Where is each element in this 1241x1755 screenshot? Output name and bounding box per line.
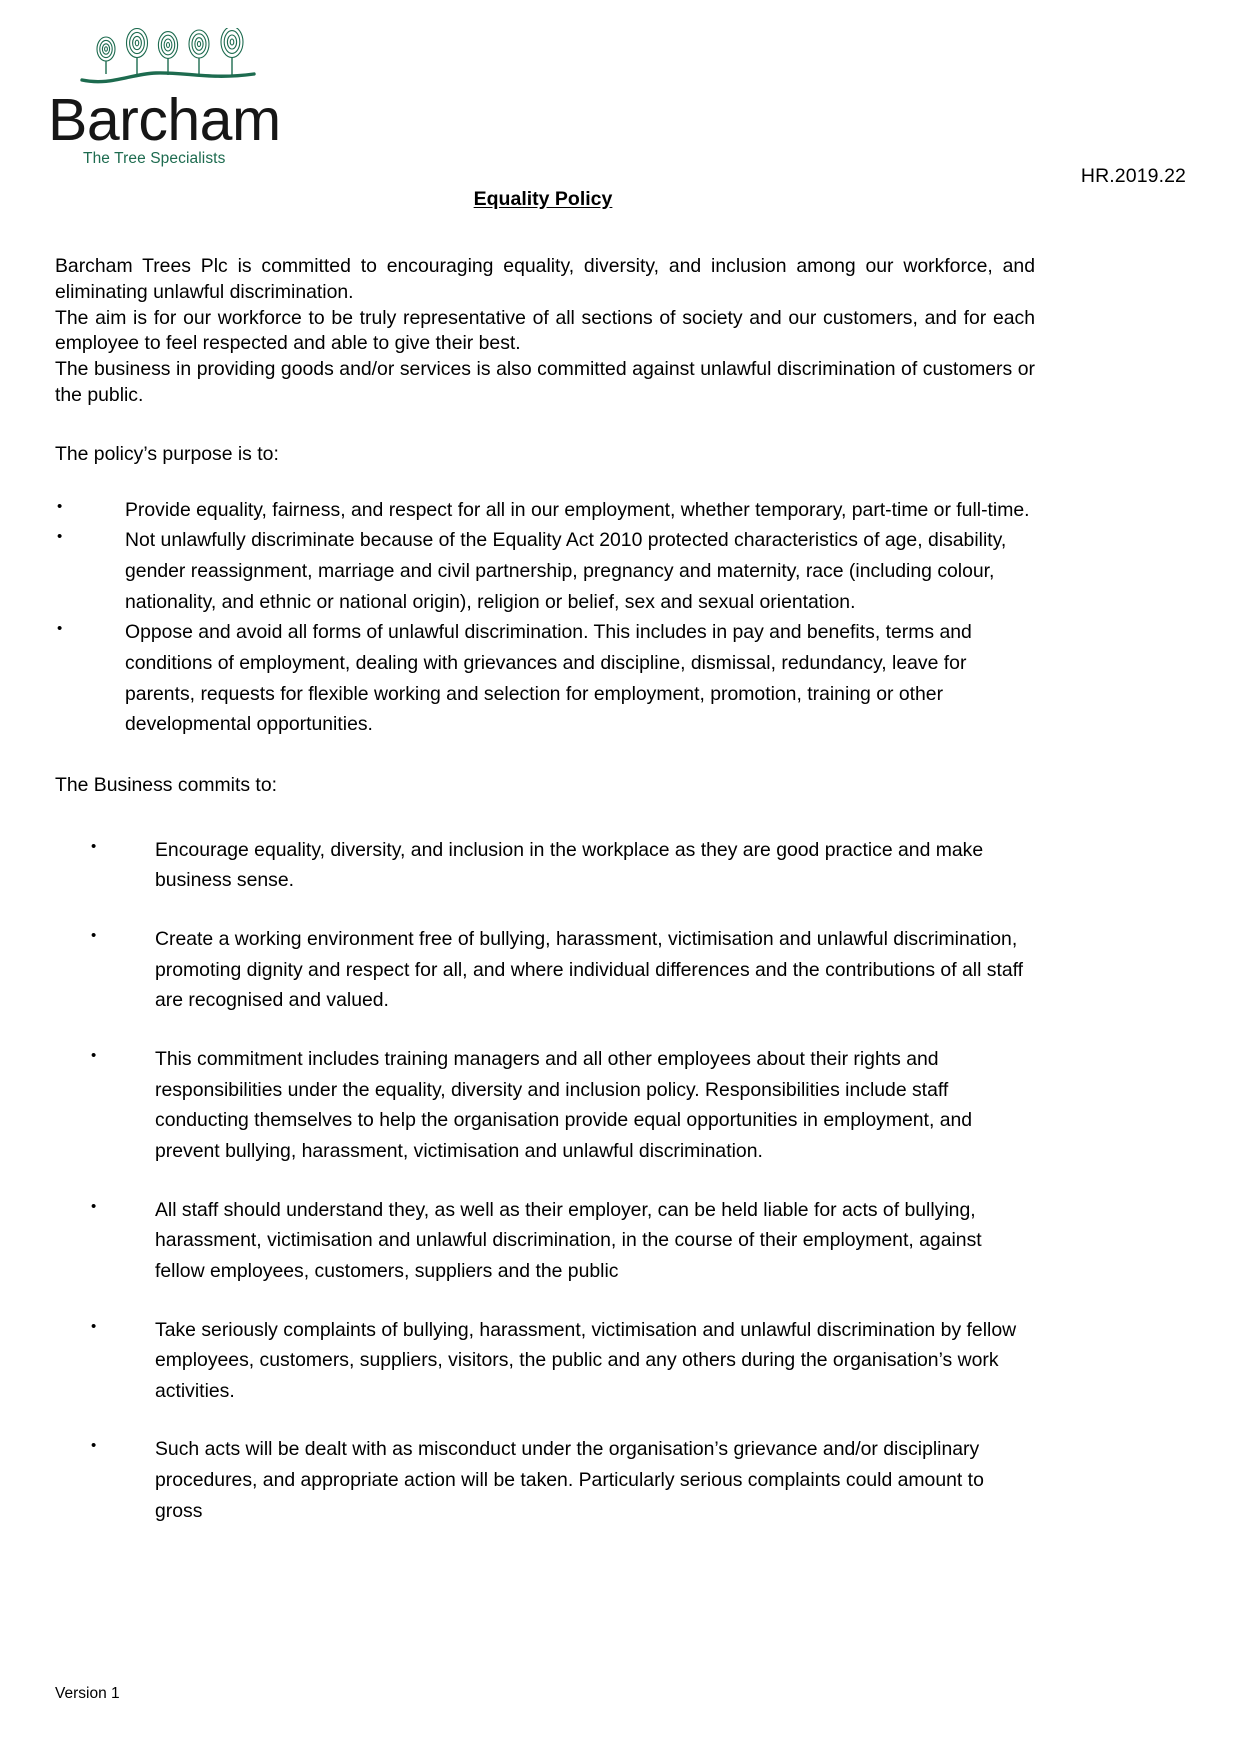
company-logo [48,28,288,168]
spacer [55,740,1035,773]
spacer [55,468,1035,495]
bullet-icon: • [91,1317,97,1335]
list-item [55,924,1035,1016]
commitments-heading: The Business commits to: [55,773,277,796]
list-item-text: Encourage equality, diversity, and inclusion in the workplace as they are good practice and make business sense. [155,838,984,892]
page-title: Equality Policy [473,188,613,210]
list-item-text: Not unlawfully discriminate because of the Equality Act 2010 protected characteristics of age, disability, gender reassignment, marriage and civil partnership, pregnancy and maternity, race (including colour, nationality, and ethnic or national origin), religion or belief, sex and sexual orientation. [125,529,1007,613]
commitments-list [55,835,1035,1527]
bullet-icon: • [91,1046,97,1064]
intro-paragraph-3: The business in providing goods and/or services is also committed against unlawful discrimination of customers or the public. [55,358,1035,406]
list-item [55,525,1035,617]
list-item-text: All staff should understand they, as well as their employer, can be held liable for acts of bullying, harassment, victimisation and unlawful discrimination, in the course of their employment, against fellow employees, customers, suppliers and the public [155,1198,982,1282]
tree-row-icon [78,28,263,90]
purpose-heading: The policy’s purpose is to: [55,442,279,465]
list-item [55,1434,1035,1526]
list-item-text: This commitment includes training managers and all other employees about their rights and responsibilities under the equality, diversity and inclusion policy. Responsibilities include staff conducting themselves to help the organisation provide equal opportunities in employment, and prevent bullying, harassment, victimisation and unlawful discrimination. [155,1047,973,1162]
list-item-text: Take seriously complaints of bullying, harassment, victimisation and unlawful discrimination by fellow employees, customers, suppliers, visitors, the public and any others during the organisation’s work activities. [155,1318,1017,1402]
spacer [55,409,1035,442]
bullet-icon: • [91,926,97,944]
document-reference: HR.2019.22 [1080,165,1186,187]
bullet-icon: • [91,1437,97,1455]
spacer [55,799,1035,835]
list-item-text: Provide equality, fairness, and respect for all in our employment, whether temporary, part-time or full-time. [125,498,1030,521]
list-item [55,495,1035,526]
bullet-icon: • [91,837,97,855]
footer-version: Version 1 [55,1685,120,1702]
list-item [55,1315,1035,1407]
list-item [55,1044,1035,1167]
purpose-list [55,495,1035,740]
list-item [55,1195,1035,1287]
logo-tagline: The Tree Specialists [83,150,226,168]
bullet-icon: • [57,528,63,546]
document-body [55,254,1035,1526]
intro-paragraph-2: The aim is for our workforce to be truly representative of all sections of society and our customers, and for each employee to feel respected and able to give their best. [55,306,1035,355]
intro-paragraph-1: Barcham Trees Plc is committed to encouraging equality, diversity, and inclusion among our workforce, and eliminating unlawful discrimination. [55,255,1035,303]
list-item-text: Such acts will be dealt with as misconduct under the organisation’s grievance and/or disciplinary procedures, and appropriate action will be taken. Particularly serious complaints could amount to gross [155,1438,984,1522]
bullet-icon: • [57,497,63,515]
bullet-icon: • [91,1197,97,1215]
list-item [55,835,1035,896]
logo-wordmark: Barcham [48,87,281,153]
list-item [55,617,1035,740]
bullet-icon: • [57,620,63,638]
list-item-text: Create a working environment free of bullying, harassment, victimisation and unlawful discrimination, promoting dignity and respect for all, and where individual differences and the contributions of all staff are recognised and valued. [155,927,1024,1012]
list-item-text: Oppose and avoid all forms of unlawful discrimination. This includes in pay and benefits, terms and conditions of employment, dealing with grievances and discipline, dismissal, redundancy, leave for parents, requests for flexible working and selection for employment, promotion, training or other developmental opportunities. [125,621,972,736]
